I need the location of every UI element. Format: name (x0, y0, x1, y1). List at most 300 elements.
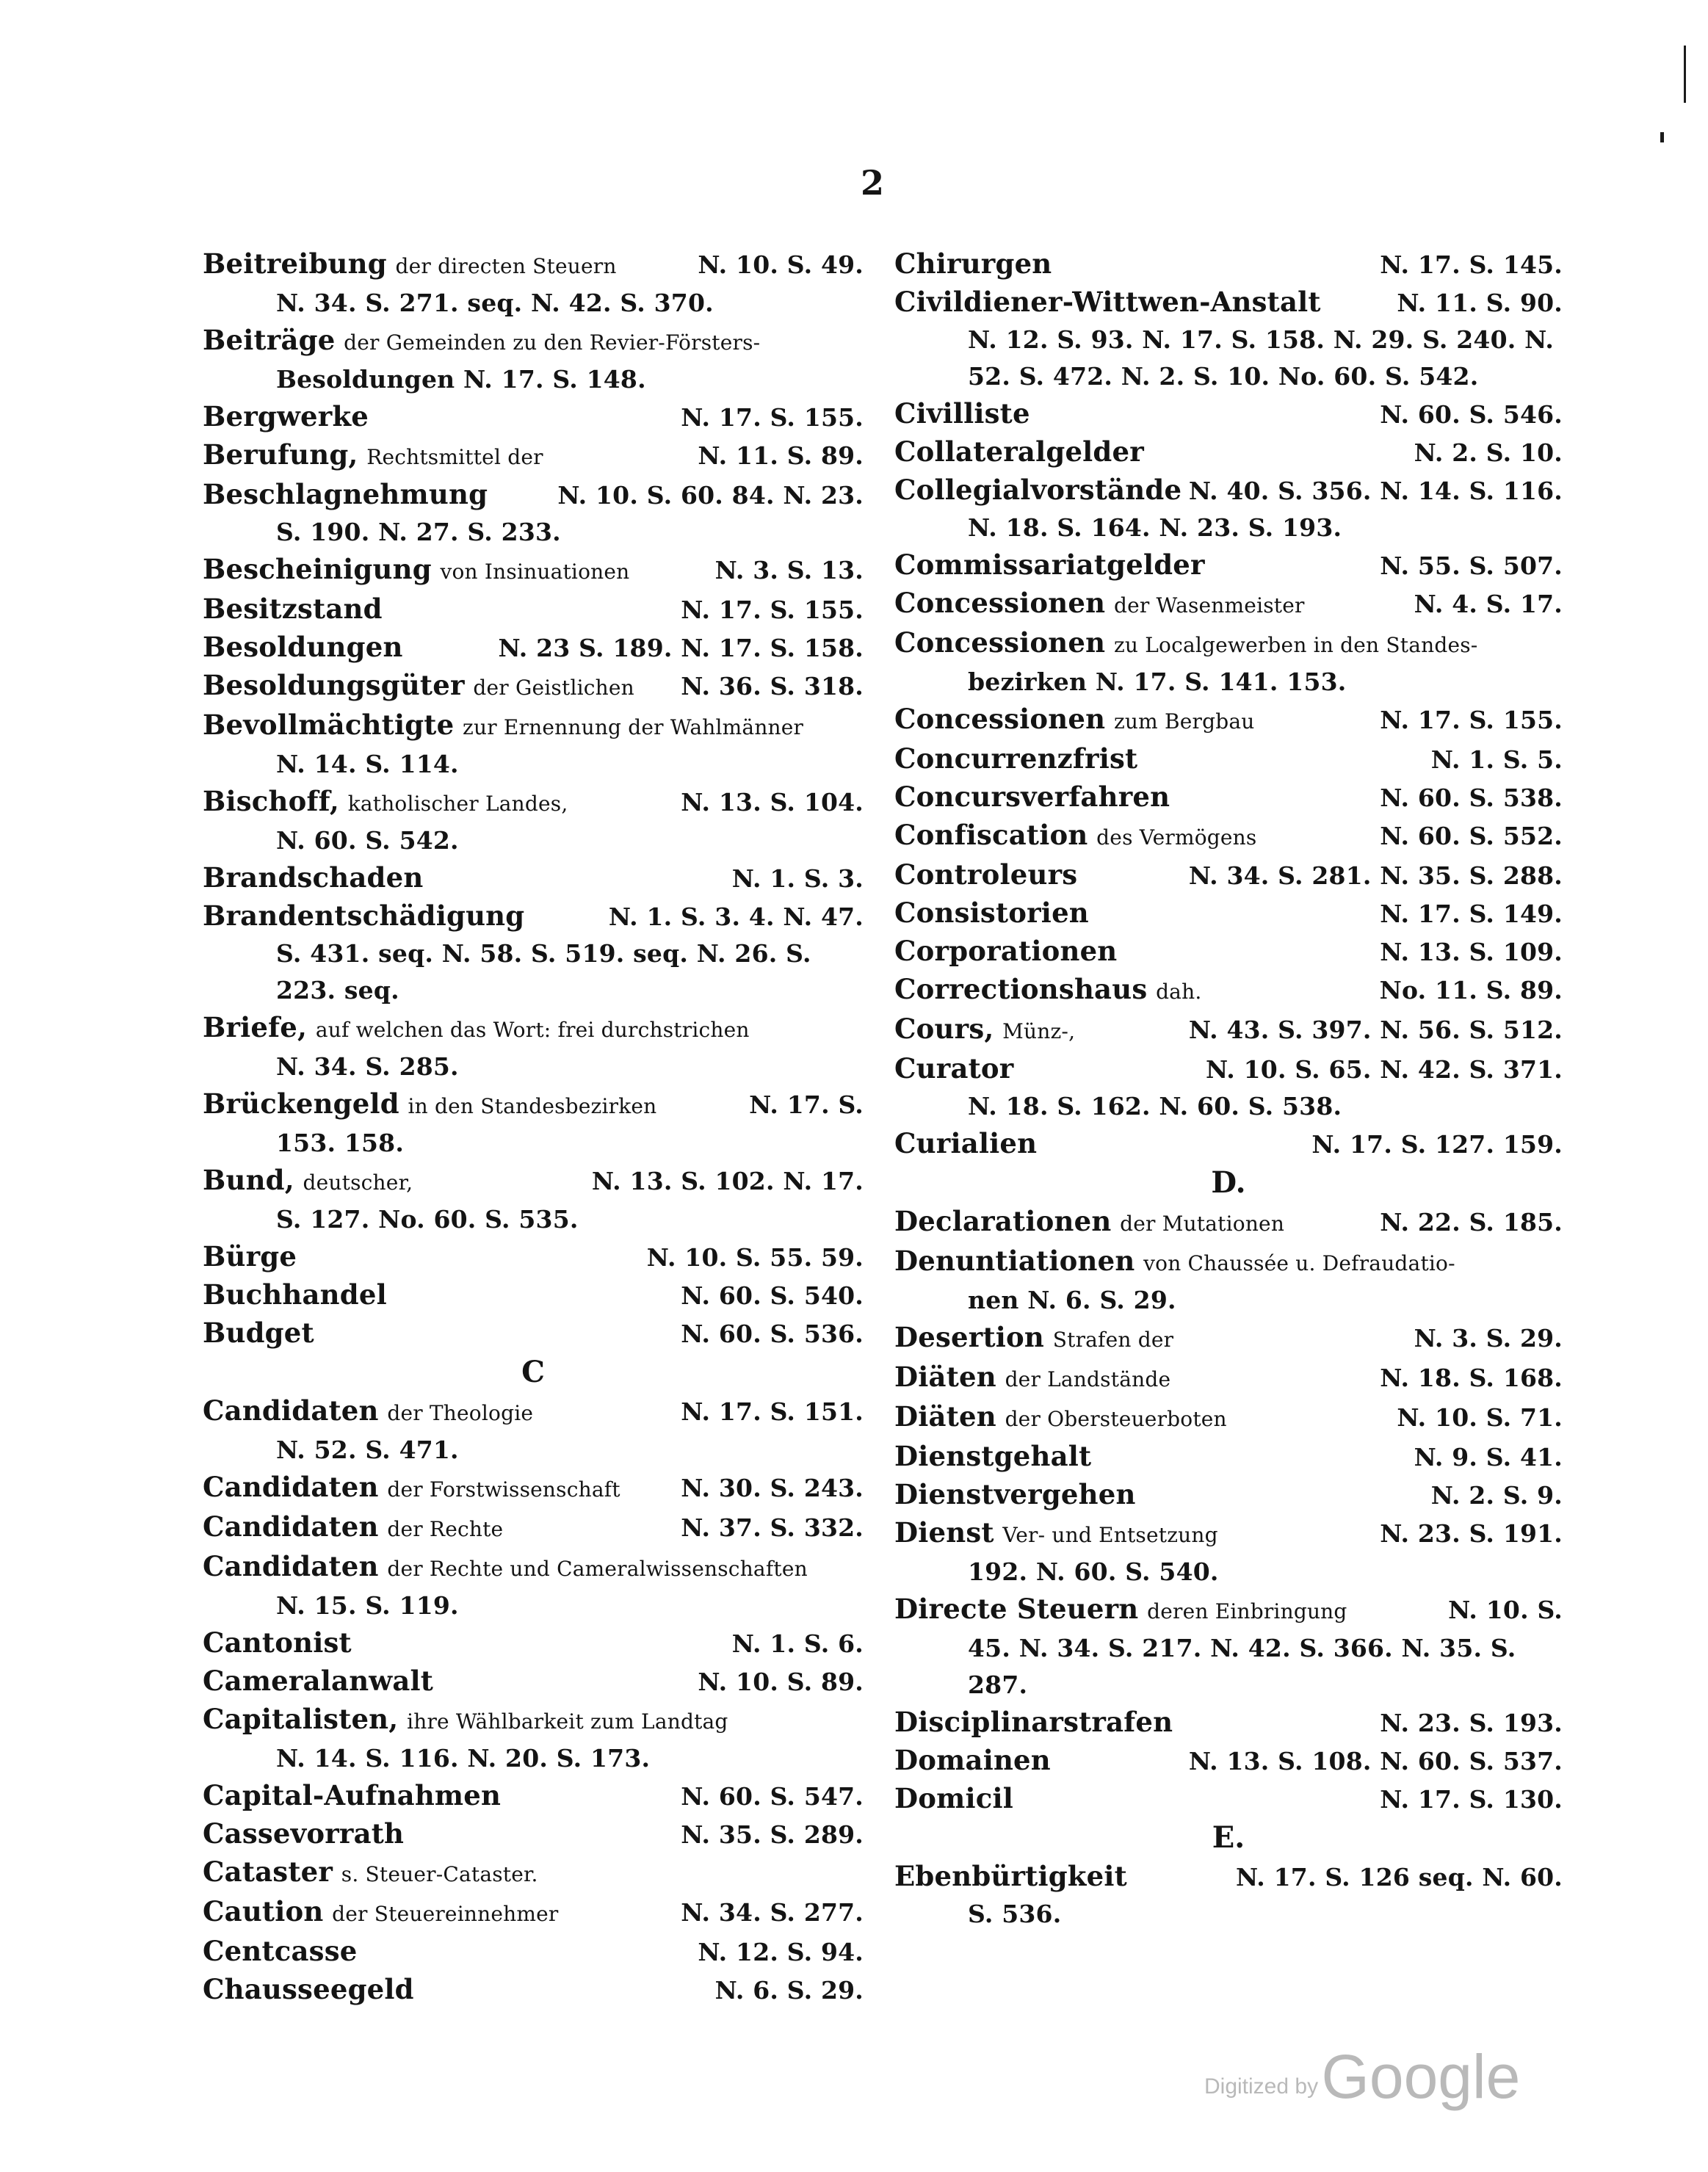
index-entry (894, 1514, 1563, 1590)
entry-reference: N. 60. S. 546. (1380, 400, 1563, 429)
entry-head: Beiträge (203, 324, 336, 356)
entry-term (203, 1162, 413, 1201)
entry-continuation: N. 34. S. 271. seq. N. 42. S. 370. (276, 289, 714, 317)
entry-subtitle: ihre Wählbarkeit zum Landtag (407, 1709, 728, 1734)
entry-line (203, 1085, 864, 1125)
index-entry (203, 1238, 864, 1276)
entry-line (203, 783, 864, 822)
index-entry (894, 933, 1563, 971)
index-entry (894, 471, 1563, 546)
entry-subtitle: dah. (1156, 980, 1202, 1004)
entry-head: Besoldungen (203, 631, 403, 663)
entry-head: Civildiener-Wittwen-Anstalt (894, 286, 1321, 318)
entry-continuation: N. 60. S. 542. (276, 826, 459, 855)
entry-reference: N. 10. S. 71. (1397, 1403, 1563, 1432)
index-entry (203, 551, 864, 590)
entry-term (203, 1508, 503, 1548)
entry-head: Diäten (894, 1361, 996, 1393)
entry-reference: N. 10. S. 65. N. 42. S. 371. (1205, 1055, 1563, 1084)
entry-subtitle: der Steuereinnehmer (332, 1902, 559, 1926)
entry-line (894, 433, 1563, 471)
entry-head: Dienst (894, 1516, 994, 1549)
entry-line (894, 1780, 1563, 1818)
index-entry (203, 1815, 864, 1853)
index-entry (203, 1933, 864, 1971)
entry-line (203, 897, 864, 935)
entry-reference: N. 60. S. 538. (1380, 783, 1563, 812)
entry-line (203, 706, 864, 746)
watermark-prefix: Digitized by (1204, 2074, 1319, 2099)
index-entry (894, 1438, 1563, 1476)
entry-term (894, 1590, 1347, 1630)
entry-term (203, 629, 403, 667)
index-entry (894, 1704, 1563, 1742)
entry-term (203, 1777, 501, 1815)
entry-reference: N. 17. S. 149. (1380, 899, 1563, 928)
entry-continuation: S. 190. N. 27. S. 233. (276, 518, 561, 546)
entry-term (203, 1085, 656, 1125)
entry-reference: N. 3. S. 29. (1414, 1324, 1563, 1353)
index-entry (203, 1392, 864, 1469)
index-entry (203, 398, 864, 436)
entry-reference: N. 10. S. 60. 84. N. 23. (557, 481, 864, 510)
entry-line (894, 1590, 1563, 1630)
entry-head: Dienstvergehen (894, 1478, 1136, 1510)
index-entry (203, 1276, 864, 1314)
entry-head: Dienstgehalt (894, 1440, 1092, 1472)
index-entry (894, 1050, 1563, 1125)
entry-head: Bergwerke (203, 400, 369, 432)
entry-subtitle: deutscher, (303, 1170, 413, 1195)
entry-term (203, 1933, 358, 1971)
index-entry (203, 629, 864, 667)
entry-head: Consistorien (894, 897, 1089, 929)
entry-head: Berufung, (203, 438, 358, 471)
entry-term (894, 778, 1170, 817)
entry-head: Civilliste (894, 397, 1030, 430)
entry-head: Commissariatgelder (894, 549, 1205, 581)
index-entry (203, 476, 864, 551)
entry-term (894, 471, 1182, 510)
google-watermark (1204, 2041, 1520, 2113)
entry-line (203, 1238, 864, 1276)
entry-subtitle: s. Steuer-Cataster. (341, 1862, 538, 1886)
entry-line (894, 1858, 1563, 1896)
index-entry (894, 1010, 1563, 1050)
entry-term (203, 1853, 538, 1893)
entry-term (894, 1704, 1173, 1742)
entry-head: Candidaten (203, 1510, 379, 1543)
entry-line (894, 283, 1563, 322)
entry-head: Candidaten (203, 1394, 379, 1427)
entry-head: Bescheinigung (203, 553, 432, 585)
entry-line (203, 629, 864, 667)
entry-reference: N. 9. S. 41. (1414, 1443, 1563, 1471)
entry-subtitle: katholischer Landes, (347, 792, 568, 816)
entry-head: Correctionshaus (894, 973, 1148, 1005)
entry-continuation: N. 15. S. 119. (276, 1591, 459, 1620)
entry-term (894, 546, 1205, 584)
index-entry (203, 1314, 864, 1353)
entry-head: Concessionen (894, 626, 1106, 659)
entry-term (894, 1858, 1127, 1896)
entry-subtitle: zur Ernennung der Wahlmänner (463, 715, 804, 739)
entry-continuation: N. 14. S. 114. (276, 750, 459, 778)
entry-term (203, 897, 524, 935)
entry-term (203, 1893, 558, 1933)
entry-head: Cassevorrath (203, 1817, 405, 1850)
entry-subtitle: deren Einbringung (1147, 1599, 1347, 1623)
index-entry (203, 322, 864, 398)
entry-head: Denuntiationen (894, 1245, 1135, 1277)
entry-head: Caution (203, 1895, 324, 1927)
entry-term (203, 590, 383, 629)
entry-subtitle: der Rechte und Cameralwissenschaften (387, 1557, 808, 1581)
entry-head: Chausseegeld (203, 1973, 414, 2005)
entry-head: Concessionen (894, 703, 1106, 735)
entry-term (203, 1238, 297, 1276)
entry-reference: N. 13. S. 104. (681, 788, 864, 817)
entry-head: Corporationen (894, 935, 1118, 967)
entry-term (203, 398, 369, 436)
entry-head: Briefe, (203, 1011, 308, 1043)
entry-line (894, 1476, 1563, 1514)
entry-subtitle: der Wasenmeister (1113, 593, 1305, 618)
entry-continuation: bezirken N. 17. S. 141. 153. (968, 667, 1347, 696)
section-letter: C (521, 1355, 545, 1389)
entry-reference: N. 17. S. 130. (1380, 1785, 1563, 1814)
entry-subtitle: der Landstände (1005, 1367, 1171, 1391)
entry-reference: N. 1. S. 3. (731, 864, 864, 893)
entry-line (203, 322, 864, 361)
entry-term (894, 1438, 1091, 1476)
entry-head: Confiscation (894, 819, 1088, 851)
index-entry (894, 740, 1563, 778)
entry-subtitle: in den Standesbezirken (408, 1094, 657, 1118)
entry-reference: N. 60. S. 536. (681, 1320, 864, 1348)
entry-line (894, 1319, 1563, 1358)
entry-reference: N. 30. S. 243. (681, 1474, 864, 1502)
entry-line (203, 1893, 864, 1933)
entry-term (894, 1125, 1037, 1163)
index-entry (894, 1242, 1563, 1319)
entry-line (203, 551, 864, 590)
entry-head: Bischoff, (203, 785, 339, 817)
index-entry (203, 897, 864, 1009)
scan-mark (1684, 46, 1686, 103)
entry-line (203, 1548, 864, 1588)
index-entry (894, 1476, 1563, 1514)
index-entry (894, 1319, 1563, 1358)
entry-subtitle: der Gemeinden zu den Revier-Försters- (344, 330, 761, 355)
entry-term (894, 817, 1256, 856)
entry-head: Candidaten (203, 1550, 379, 1582)
index-entry (894, 584, 1563, 624)
entry-line (894, 1438, 1563, 1476)
entry-head: Capitalisten, (203, 1703, 399, 1735)
index-entry (203, 436, 864, 476)
entry-term (203, 1276, 387, 1314)
entry-head: Domicil (894, 1782, 1014, 1814)
entry-line (203, 1815, 864, 1853)
entry-term (203, 436, 543, 476)
entry-subtitle: der Rechte (387, 1517, 504, 1541)
index-entry (203, 706, 864, 783)
index-entry (203, 1508, 864, 1548)
entry-term (203, 1701, 728, 1740)
entry-reference: N. 17. S. 126 seq. N. 60. (1235, 1863, 1563, 1892)
entry-reference: N. 10. S. 55. 59. (646, 1243, 864, 1272)
entry-line (203, 590, 864, 629)
entry-line (203, 1469, 864, 1508)
entry-head: Brandschaden (203, 861, 424, 894)
index-entry (894, 1398, 1563, 1438)
entry-subtitle: auf welchen das Wort: frei durchstrichen (315, 1018, 750, 1042)
entry-term (894, 1742, 1051, 1780)
entry-reference: N. 34. S. 281. N. 35. S. 288. (1188, 861, 1563, 890)
entry-subtitle: der Theologie (387, 1401, 534, 1425)
entry-reference: N. 11. S. 89. (698, 441, 864, 470)
entry-term (203, 1815, 404, 1853)
entry-continuation: S. 536. (968, 1900, 1062, 1928)
index-entry (894, 624, 1563, 701)
index-entry (894, 701, 1563, 740)
entry-term (894, 740, 1137, 778)
entry-head: Directe Steuern (894, 1593, 1139, 1625)
index-column-right (894, 245, 1563, 1933)
index-entry (203, 667, 864, 706)
entry-term (894, 1010, 1075, 1050)
entry-term (894, 433, 1144, 471)
entry-head: Curialien (894, 1127, 1038, 1159)
entry-term (894, 624, 1477, 664)
entry-line (203, 398, 864, 436)
index-entry (894, 1358, 1563, 1398)
index-entry (203, 1701, 864, 1777)
entry-line (894, 894, 1563, 933)
index-entry (894, 856, 1563, 894)
entry-term (894, 1050, 1013, 1088)
entry-line (894, 1010, 1563, 1050)
index-entry (203, 1009, 864, 1085)
entry-head: Budget (203, 1317, 314, 1349)
index-entry (203, 1085, 864, 1162)
index-entry (894, 245, 1563, 283)
entry-line (894, 856, 1563, 894)
entry-line (894, 624, 1563, 664)
index-entry (203, 1548, 864, 1624)
entry-term (203, 1392, 533, 1432)
entry-continuation: N. 34. S. 285. (276, 1052, 459, 1081)
entry-head: Collegialvorstände (894, 474, 1182, 506)
entry-reference: No. 11. S. 89. (1379, 976, 1563, 1004)
entry-reference: N. 35. S. 289. (681, 1820, 864, 1849)
entry-continuation: S. 431. seq. N. 58. S. 519. seq. N. 26. S. 223. seq. (276, 939, 811, 1004)
entry-term (894, 283, 1321, 322)
entry-term (203, 1009, 750, 1049)
index-entry (894, 971, 1563, 1010)
entry-head: Controleurs (894, 858, 1078, 891)
entry-head: Chirurgen (894, 247, 1052, 280)
entry-term (894, 1203, 1284, 1242)
entry-continuation: 192. N. 60. S. 540. (968, 1557, 1219, 1586)
entry-head: Ebenbürtigkeit (894, 1860, 1127, 1892)
entry-subtitle: Strafen der (1052, 1328, 1174, 1352)
entry-line (894, 584, 1563, 624)
section-letter: D. (1211, 1165, 1246, 1200)
index-entry (203, 1777, 864, 1815)
entry-term (894, 1398, 1227, 1438)
entry-term (203, 1662, 433, 1701)
entry-head: Capital-Aufnahmen (203, 1779, 502, 1811)
entry-reference: N. 4. S. 17. (1414, 590, 1563, 618)
entry-term (894, 1514, 1218, 1554)
index-entry (894, 433, 1563, 471)
entry-subtitle: der Mutationen (1120, 1212, 1285, 1236)
entry-reference: N. 23. S. 193. (1380, 1709, 1563, 1737)
entry-subtitle: von Chaussée u. Defraudatio- (1143, 1251, 1455, 1275)
index-entry (894, 1858, 1563, 1933)
entry-reference: N. 17. S. 155. (1380, 706, 1563, 734)
entry-reference: N. 60. S. 552. (1380, 822, 1563, 850)
entry-head: Concurrenzfrist (894, 742, 1138, 775)
entry-subtitle: zu Localgewerben in den Standes- (1113, 633, 1478, 657)
entry-continuation: nen N. 6. S. 29. (968, 1286, 1176, 1314)
entry-continuation: 45. N. 34. S. 217. N. 42. S. 366. N. 35. S. 287. (968, 1634, 1516, 1699)
entry-head: Besoldungsgüter (203, 669, 465, 701)
index-entry (894, 1125, 1563, 1163)
entry-term (203, 667, 634, 706)
index-column-left (203, 245, 864, 2009)
entry-continuation: N. 52. S. 471. (276, 1436, 459, 1464)
entry-head: Concessionen (894, 587, 1106, 619)
entry-line (203, 245, 864, 285)
entry-line (894, 1742, 1563, 1780)
entry-term (203, 1971, 414, 2009)
entry-head: Desertion (894, 1321, 1045, 1353)
entry-term (203, 1548, 808, 1588)
entry-head: Cataster (203, 1856, 333, 1888)
entry-subtitle: Münz-, (1002, 1019, 1076, 1043)
entry-line (894, 395, 1563, 433)
entry-subtitle: der Forstwissenschaft (387, 1477, 620, 1502)
entry-reference: N. 22. S. 185. (1380, 1208, 1563, 1237)
entry-head: Cours, (894, 1013, 994, 1045)
entry-term (203, 245, 617, 285)
entry-reference: N. 60. S. 547. (681, 1782, 864, 1811)
entry-line (203, 1777, 864, 1815)
entry-subtitle: zum Bergbau (1113, 709, 1255, 734)
entry-reference: N. 13. S. 102. N. 17. (591, 1167, 864, 1195)
entry-line (894, 817, 1563, 856)
entry-line (203, 476, 864, 514)
entry-head: Centcasse (203, 1935, 358, 1967)
entry-term (894, 395, 1030, 433)
entry-line (203, 667, 864, 706)
entry-continuation: N. 12. S. 93. N. 17. S. 158. N. 29. S. 240. N. 52. S. 472. N. 2. S. 10. No. 60. S. 542. (968, 325, 1555, 391)
entry-line (894, 1398, 1563, 1438)
entry-head: Besitzstand (203, 593, 383, 625)
index-entry (203, 245, 864, 322)
entry-term (203, 322, 760, 361)
entry-reference: N. 2. S. 9. (1430, 1481, 1563, 1510)
entry-continuation: N. 18. S. 162. N. 60. S. 538. (968, 1092, 1342, 1121)
entry-reference: N. 17. S. 155. (681, 596, 864, 624)
entry-line (894, 1050, 1563, 1088)
entry-reference: N. 43. S. 397. N. 56. S. 512. (1188, 1016, 1563, 1044)
entry-term (894, 856, 1077, 894)
entry-line (203, 1392, 864, 1432)
entry-line (203, 859, 864, 897)
entry-line (203, 1853, 864, 1893)
entry-reference: N. 1. S. 3. 4. N. 47. (608, 902, 864, 931)
entry-reference: N. 13. S. 109. (1380, 938, 1563, 966)
entry-head: Disciplinarstrafen (894, 1706, 1173, 1738)
entry-term (203, 1314, 314, 1353)
entry-reference: N. 10. S. 49. (698, 250, 864, 279)
entry-line (203, 1701, 864, 1740)
entry-subtitle: Ver- und Entsetzung (1002, 1523, 1218, 1547)
entry-term (894, 1780, 1013, 1818)
entry-reference: N. 3. S. 13. (714, 556, 864, 584)
entry-line (894, 933, 1563, 971)
index-entry (894, 817, 1563, 856)
entry-term (894, 1358, 1170, 1398)
entry-reference: N. 36. S. 318. (681, 672, 864, 701)
entry-term (203, 551, 629, 590)
entry-reference: N. 17. S. 145. (1380, 250, 1563, 279)
entry-line (894, 1358, 1563, 1398)
entry-subtitle: der directen Steuern (395, 254, 617, 278)
entry-head: Curator (894, 1052, 1014, 1085)
entry-term (203, 859, 423, 897)
entry-head: Cantonist (203, 1626, 352, 1659)
entry-reference: N. 12. S. 94. (698, 1938, 864, 1966)
entry-reference: N. 2. S. 10. (1414, 438, 1563, 467)
entry-line (203, 1624, 864, 1662)
entry-line (894, 1242, 1563, 1282)
entry-term (894, 1242, 1455, 1282)
entry-reference: N. 1. S. 6. (731, 1629, 864, 1658)
entry-line (203, 436, 864, 476)
entry-line (894, 971, 1563, 1010)
entry-line (203, 1276, 864, 1314)
entry-continuation: N. 18. S. 164. N. 23. S. 193. (968, 513, 1342, 542)
entry-continuation: Besoldungen N. 17. S. 148. (276, 365, 646, 394)
entry-line (203, 1314, 864, 1353)
index-entry (203, 1162, 864, 1238)
entry-reference: N. 60. S. 540. (681, 1281, 864, 1310)
entry-line (203, 1508, 864, 1548)
entry-head: Candidaten (203, 1471, 379, 1503)
index-entry (203, 1893, 864, 1933)
entry-reference: N. 34. S. 277. (681, 1898, 864, 1927)
entry-continuation: 153. 158. (276, 1129, 405, 1157)
entry-head: Bevollmächtigte (203, 709, 455, 741)
entry-head: Beschlagnehmung (203, 478, 488, 510)
entry-reference: N. 10. S. (1448, 1596, 1563, 1624)
entry-reference: N. 37. S. 332. (681, 1513, 864, 1542)
index-entry (894, 1590, 1563, 1704)
entry-head: Concursverfahren (894, 781, 1170, 813)
entry-head: Bund, (203, 1164, 294, 1196)
page-number: 2 (861, 163, 885, 203)
entry-subtitle: der Obersteuerboten (1005, 1407, 1227, 1431)
entry-line (894, 471, 1563, 510)
index-entry (894, 283, 1563, 395)
index-entry (894, 778, 1563, 817)
index-entry (894, 395, 1563, 433)
